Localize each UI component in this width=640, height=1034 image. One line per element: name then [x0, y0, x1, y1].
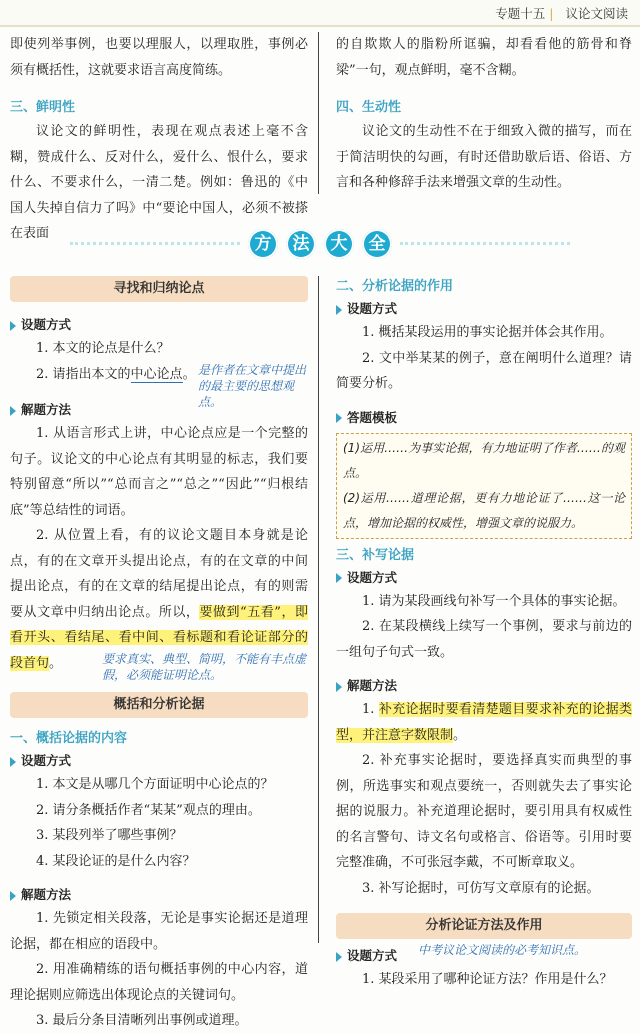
header-title	[491, 4, 628, 22]
ask-label: 设题方式	[10, 314, 308, 336]
header-separator: |	[549, 6, 554, 21]
solve-r2: 2. 补充事实论据时，要选择真实而典型的事例，所选事实和观点要统一，否则就失去了事实论据的说服力。补充道理论据时，要引用具有权威性的名言警句、诗文名句或格言、俗语等。引用时要完整准确，不可张冠李戴，不可断章取义。	[336, 753, 632, 870]
top-right-para1: 的自欺欺人的脂粉所诓骗，却看看他的筋骨和脊梁”一句，观点鲜明，毫不含糊。	[336, 37, 632, 78]
column-divider	[318, 276, 319, 943]
solve-r1-post: 。	[453, 727, 467, 743]
question-r4: 2. 在某段横线上续写一个事例，要求与前边的一组句子句式一致。	[336, 619, 632, 660]
template-line-1: (1)运用……为事实论据，有力地证明了作者……的观点。	[343, 440, 625, 480]
question-6: 4. 某段论证的是什么内容？	[36, 853, 196, 869]
ask-label-2: 设题方式	[10, 750, 308, 772]
header-rule	[0, 25, 640, 27]
solve-label: 解题方法	[10, 399, 308, 421]
heading-summary: 一、概括论据的内容	[10, 731, 128, 746]
banner-dots-left	[70, 242, 240, 245]
solve-step-2-pre: 2. 从位置上看，有的议论文题目本身就是论点，有的在文章开头提出论点，有的在文章的中间提出论点，有的在文章的结尾提出论点，有的则需要从文章中归纳出论点。所以，	[10, 528, 308, 620]
question-5: 3. 某段列举了哪些事例？	[36, 828, 183, 843]
top-right-column	[336, 32, 632, 196]
solve-r3: 3. 补写论据时，可仿写文章原有的论据。	[362, 880, 600, 896]
banner-find-thesis: 寻找和归纳论点	[10, 276, 308, 302]
banner-summarize-evidence: 概括和分析论据	[10, 692, 308, 718]
banner-char-1: 方	[248, 229, 278, 259]
top-left-column	[10, 32, 308, 247]
question-r1: 1. 概括某段运用的事实论据并体会其作用。	[362, 325, 613, 340]
solve-step-3: 1. 先锁定相关段落，无论是事实论据还是道理论据，都在相应的语段中。	[10, 911, 308, 952]
ask-label-r2: 设题方式	[336, 567, 632, 589]
question-2-pre: 2. 请指出本文的	[36, 366, 131, 382]
page-header	[0, 0, 640, 26]
solve-step-2-highlight: 要做到“五看”，即看开头、看结尾、看中间、看标题和看论证部分的段首句	[10, 604, 308, 671]
ask-label-r1: 设题方式	[336, 298, 632, 320]
solve-r1	[336, 697, 632, 748]
solve-r1-highlight: 补充论据时要看清楚题目要求补充的论据类型，并注意字数限制	[336, 702, 632, 743]
heading-clarity: 三、鲜明性	[10, 100, 76, 115]
solve-step-4: 2. 用准确精练的语句概括事例的中心内容，道理论据则应筛选出体现论点的关键词句。	[10, 962, 308, 1003]
solve-step-2-post: 。	[49, 655, 63, 671]
header-topic: 专题十五	[495, 6, 546, 21]
question-4: 2. 请分条概括作者“某某”观点的理由。	[36, 802, 261, 818]
question-r2: 2. 文中举某某的例子，意在阐明什么道理？请简要分析。	[336, 350, 632, 391]
question-r3: 1. 请为某段画线句补写一个具体的事实论据。	[362, 593, 626, 609]
solve-r1-pre: 1.	[362, 702, 379, 717]
ask-label-r3: 设题方式	[336, 945, 632, 967]
top-left-para1: 即使列举事例，也要以理服人，以理取胜，事例必须有概括性，这就要求语言高度简练。	[10, 37, 308, 78]
banner-char-2: 法	[286, 229, 316, 259]
template-label: 答题模板	[336, 407, 632, 429]
handwritten-note-evidence: 要求真实、典型、简明，不能有丰点虚假，必须能证明论点。	[102, 652, 307, 682]
question-2-post: 。	[182, 366, 196, 382]
top-right-para2: 议论文的生动性不在于细致入微的描写，而在于简洁明快的勾画，有时还借助歇后语、俗语、方言和各种修辞手法来增强文章的生动性。	[336, 124, 632, 190]
heading-supplement: 三、补写论据	[336, 547, 415, 563]
question-1: 1. 本文的论点是什么？	[36, 341, 170, 356]
right-column	[336, 276, 632, 993]
top-left-para2: 议论文的鲜明性，表现在观点表述上毫不含糊，赞成什么、反对什么，爱什么、恨什么，要求什么、不要求什么，一清二楚。例如：鲁迅的《中国人失掉自信力了吗》中“要论中国人，必须不被搽在表面	[10, 124, 308, 241]
banner-char-4: 全	[362, 229, 392, 259]
handwritten-note-thesis: 是作者在文章中提出的最主要的思想观点。	[198, 363, 307, 409]
handwritten-note-exam: 中考议论文阅读的必考知识点。	[418, 943, 587, 957]
heading-analyze: 二、分析论据的作用	[336, 279, 454, 294]
question-3: 1. 本文是从哪几个方面证明中心论点的？	[36, 777, 274, 792]
method-banner	[0, 222, 640, 266]
banner-char-3: 大	[324, 229, 354, 259]
top-column-divider	[318, 32, 319, 194]
heading-vivid: 四、生动性	[336, 100, 402, 115]
banner-dots-right	[400, 242, 570, 245]
question-r5: 1. 某段采用了哪种论证方法？作用是什么？	[362, 972, 613, 987]
solve-label-2: 解题方法	[10, 884, 308, 906]
ask-row-r3	[336, 945, 632, 967]
template-line-2: (2)运用……道理论据，更有力地论证了……这一论点，增加论据的权威性，增强文章的说服力。	[343, 490, 625, 530]
question-2-key: 中心论点	[130, 366, 183, 382]
header-section: 议论文阅读	[565, 6, 628, 21]
solve-label-r: 解题方法	[336, 675, 632, 697]
banner-argument-methods: 分析论证方法及作用	[336, 913, 632, 939]
solve-step-5: 3. 最后分条目清晰列出事例或道理。	[36, 1013, 248, 1028]
answer-template-box	[336, 433, 632, 539]
left-column	[10, 276, 308, 1034]
solve-step-1: 1. 从语言形式上讲，中心论点应是一个完整的句子。议论文的中心论点有其明显的标志，我们要特别留意“所以”“总而言之”“总之”“因此”“归根结底”等总结性的词语。	[10, 426, 308, 518]
